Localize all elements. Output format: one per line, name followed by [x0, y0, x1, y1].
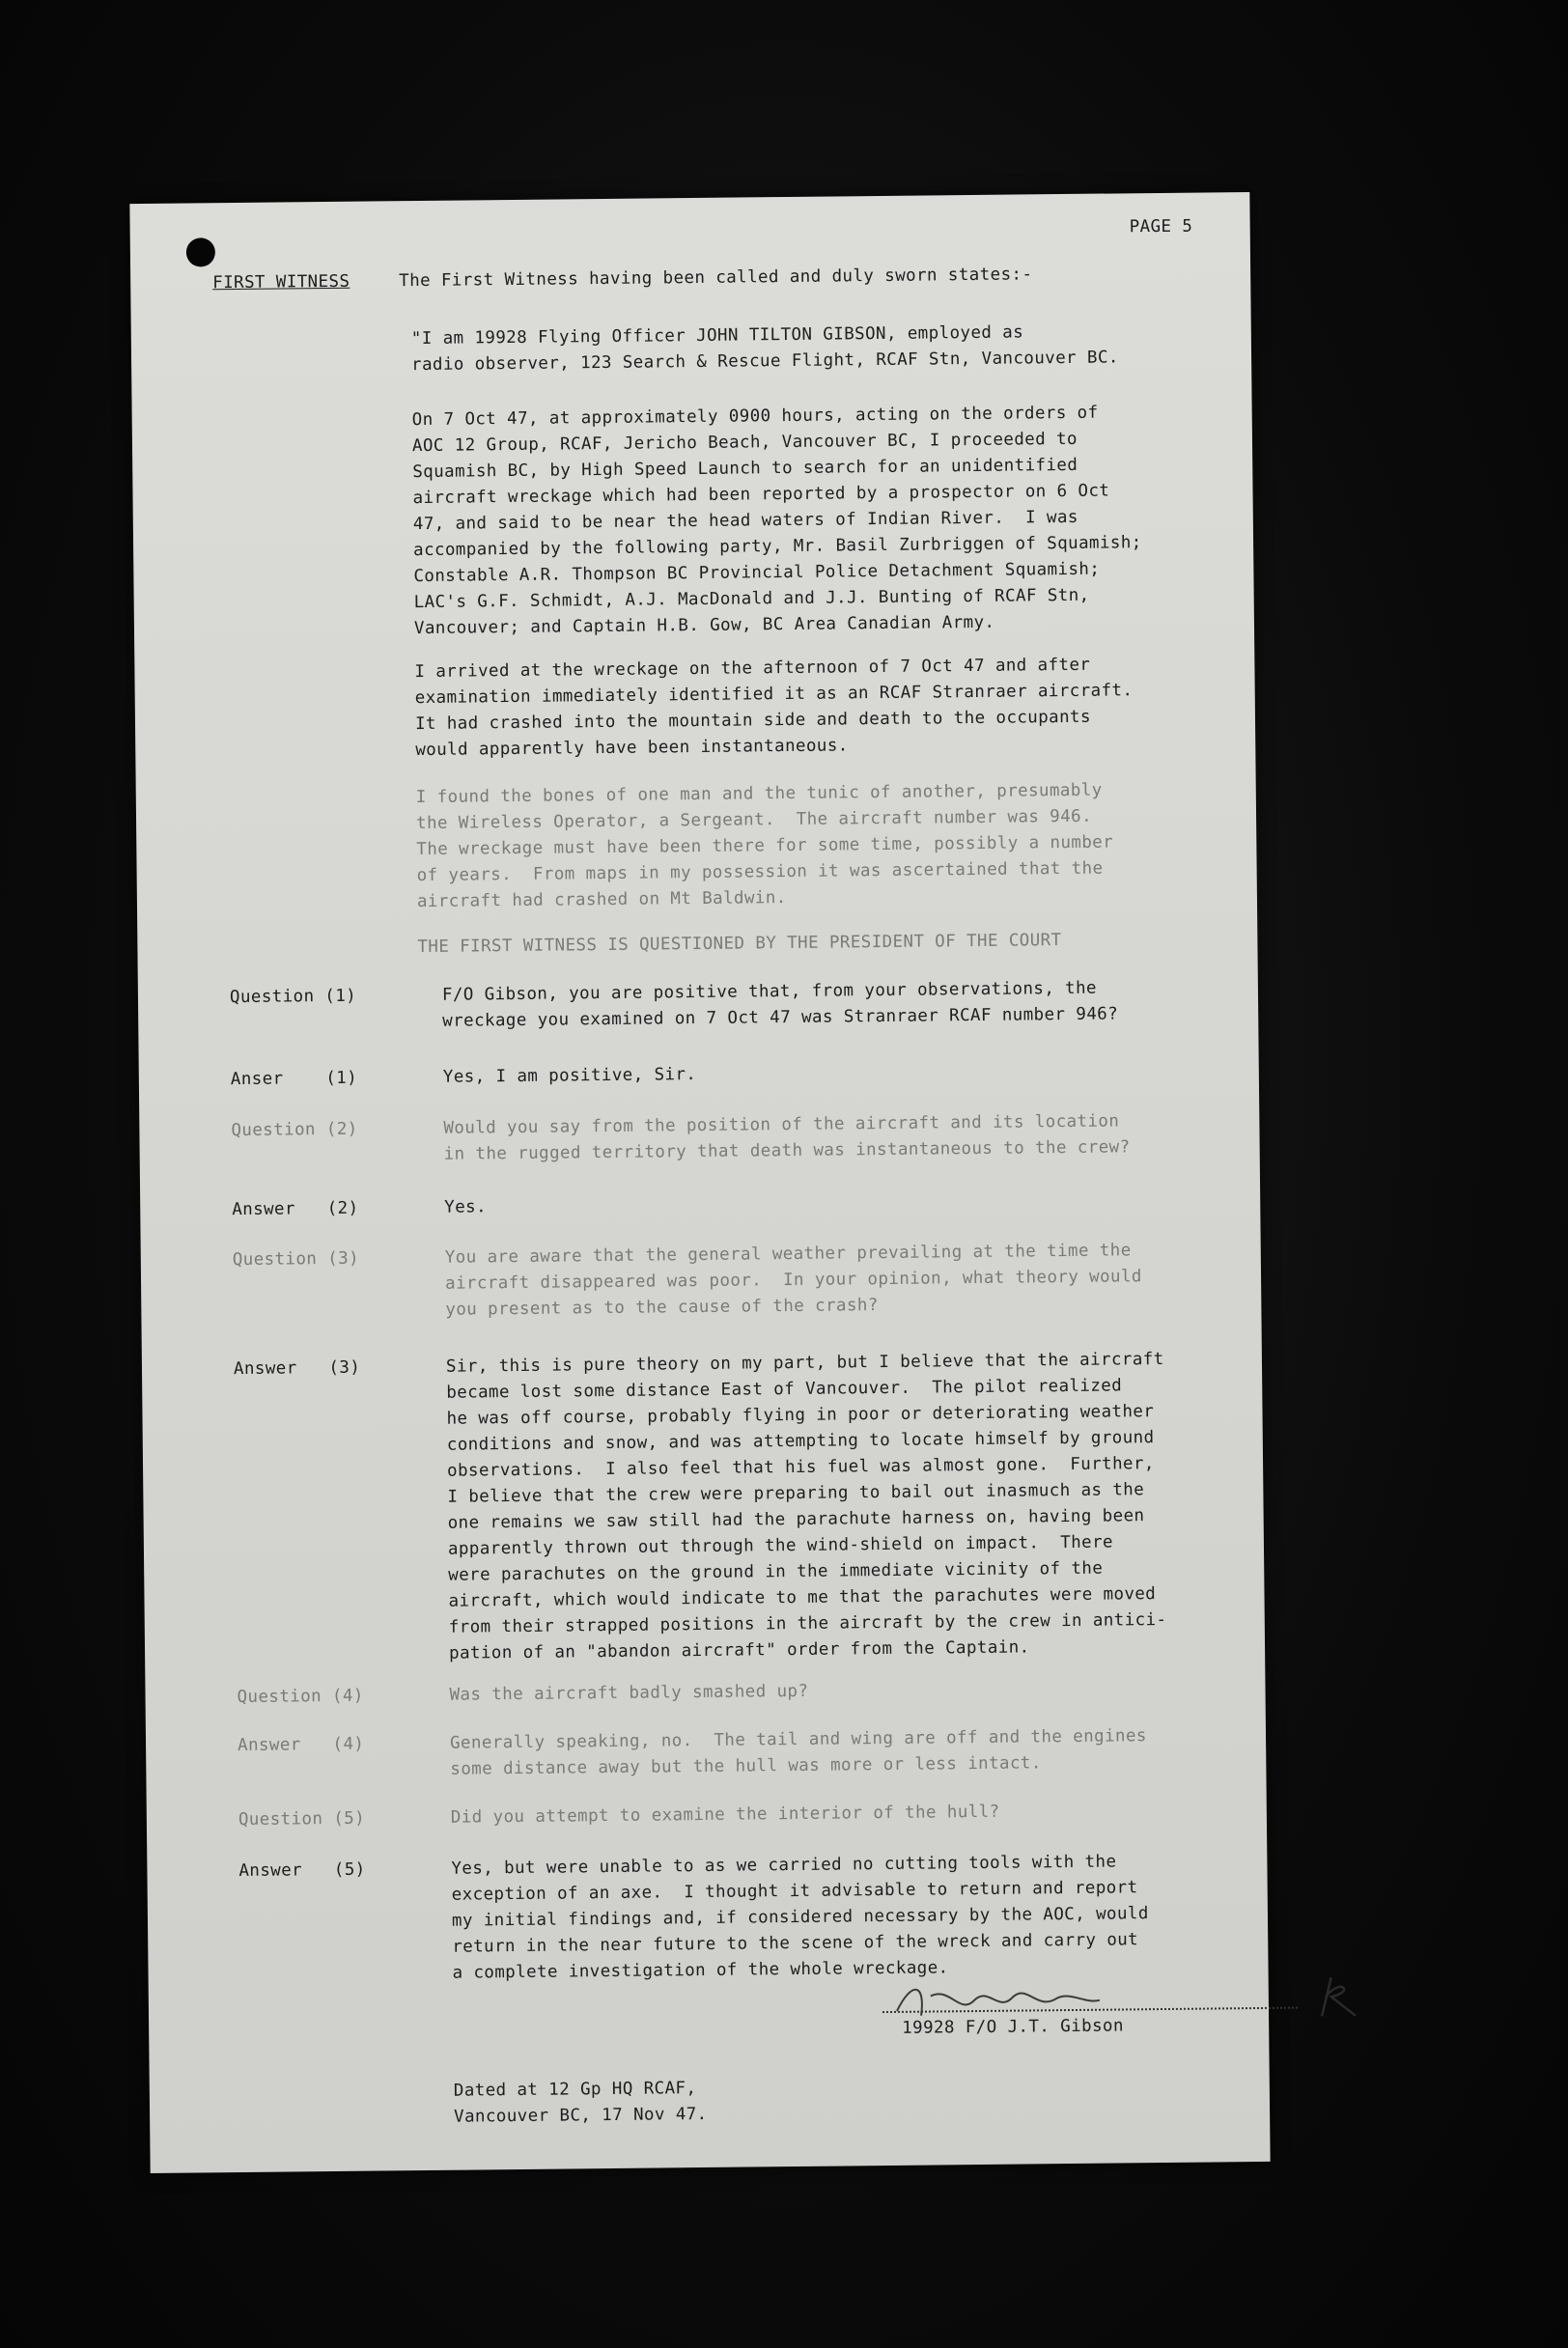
punch-hole	[186, 238, 215, 266]
qa-text-4: Yes.	[444, 1197, 488, 1217]
qa-text-5: You are aware that the general weather prevailing at the time the aircraft disappeared was poor. In your opinion, what theory would you present as to the cause of the crash?	[444, 1241, 1142, 1320]
qa-text-6: Sir, this is pure theory on my part, but I believe that the aircraft became lost some distance East of Vancouver. The pilot realized he was off course, probably flying in poor or deteriorating weather conditions and snow, and was attempting to locate himself by ground observations. I also feel that his fuel was almost gone. Further, I believe that the crew were preparing to bail out inasmuch as the one remains we saw still had the parachute harness on, having been apparently thrown out through the wind-shield on impact. There were parachutes on the ground in the immediate vicinity of the aircraft, which would indicate to me that the parachutes were moved from their strapped positions in the aircraft by the crew in antici- pation of an "abandon aircraft" order from the Captain.	[445, 1349, 1167, 1663]
qa-text-9: Did you attempt to examine the interior of the hull?	[450, 1802, 1000, 1828]
statement-para-3: I arrived at the wreckage on the afternoon of 7 Oct 47 and after examination immediately identified it as an RCAF Stranraer aircraft. It had crashed into the mountain side and death to the occupants would apparently have been instantaneous.	[414, 655, 1134, 761]
handwritten-initial	[1312, 1972, 1361, 2026]
qa-label-8: Answer (4)	[237, 1734, 365, 1756]
qa-text-2: Yes, I am positive, Sir.	[442, 1065, 697, 1087]
typed-signature-name: 19928 F/O J.T. Gibson	[902, 2016, 1124, 2038]
qa-label-9: Question (5)	[238, 1808, 366, 1831]
qa-label-7: Question (4)	[237, 1686, 364, 1708]
qa-label-1: Question (1)	[229, 986, 357, 1008]
qa-label-2: Anser (1)	[230, 1068, 358, 1090]
document-page	[129, 192, 1270, 2173]
qa-text-10: Yes, but were unable to as we carried no cutting tools with the exception of an axe. I thought it advisable to return and report my initial findings and, if considered necessary by the AOC, would return in the near future to the scene of the wreck and carry out a complete investigation of the whole wreckage.	[451, 1852, 1149, 1983]
qa-label-5: Question (3)	[232, 1248, 360, 1271]
statement-para-2: On 7 Oct 47, at approximately 0900 hours, acting on the orders of AOC 12 Group, RCAF, Jericho Beach, Vancouver BC, I proceeded to Squamish BC, by High Speed Launch to search for an unidentified aircraft wreckage which had been reported by a prospector on 6 Oct 47, and said to be near the head waters of Indian River. I was accompanied by the following party, Mr. Basil Zurbriggen of Squamish; Constable A.R. Thompson BC Provincial Police Detachment Squamish; LAC's G.F. Schmidt, A.J. MacDonald and J.J. Bunting of RCAF Stn, Vancouver; and Captain H.B. Gow, BC Area Canadian Army.	[411, 403, 1142, 639]
qa-label-10: Answer (5)	[238, 1859, 366, 1882]
qa-text-1: F/O Gibson, you are positive that, from your observations, the wreckage you examined on 7 Oct 47 was Stranraer RCAF number 946?	[441, 978, 1119, 1031]
qa-label-6: Answer (3)	[233, 1357, 361, 1380]
witness-heading-label: FIRST WITNESS	[212, 271, 350, 294]
witness-heading: The First Witness having been called and duly sworn states:-	[399, 265, 1033, 292]
questioning-heading: THE FIRST WITNESS IS QUESTIONED BY THE PRESIDENT OF THE COURT	[417, 931, 1062, 958]
statement-para-4: I found the bones of one man and the tunic of another, presumably the Wireless Operator, a Sergeant. The aircraft number was 946. The wreckage must have been there for some time, possibly a number of years. From maps in my possession it was ascertained that the aircraft had crashed on Mt Baldwin.	[415, 780, 1114, 912]
page-number: PAGE 5	[1129, 216, 1193, 238]
qa-text-7: Was the aircraft badly smashed up?	[449, 1681, 809, 1705]
qa-label-4: Answer (2)	[232, 1198, 359, 1220]
statement-para-1: "I am 19928 Flying Officer JOHN TILTON GIBSON, employed as radio observer, 123 Search & Rescue Flight, RCAF Stn, Vancouver BC.	[410, 322, 1119, 376]
qa-text-8: Generally speaking, no. The tail and wing are off and the engines some distance away but the hull was more or less intact.	[449, 1726, 1147, 1779]
dated-line: Dated at 12 Gp HQ RCAF, Vancouver BC, 17 Nov 47.	[453, 2079, 708, 2127]
qa-label-3: Question (2)	[231, 1119, 358, 1141]
qa-text-3: Would you say from the position of the aircraft and its location in the rugged territory that death was instantaneous to the crew?	[443, 1111, 1131, 1164]
